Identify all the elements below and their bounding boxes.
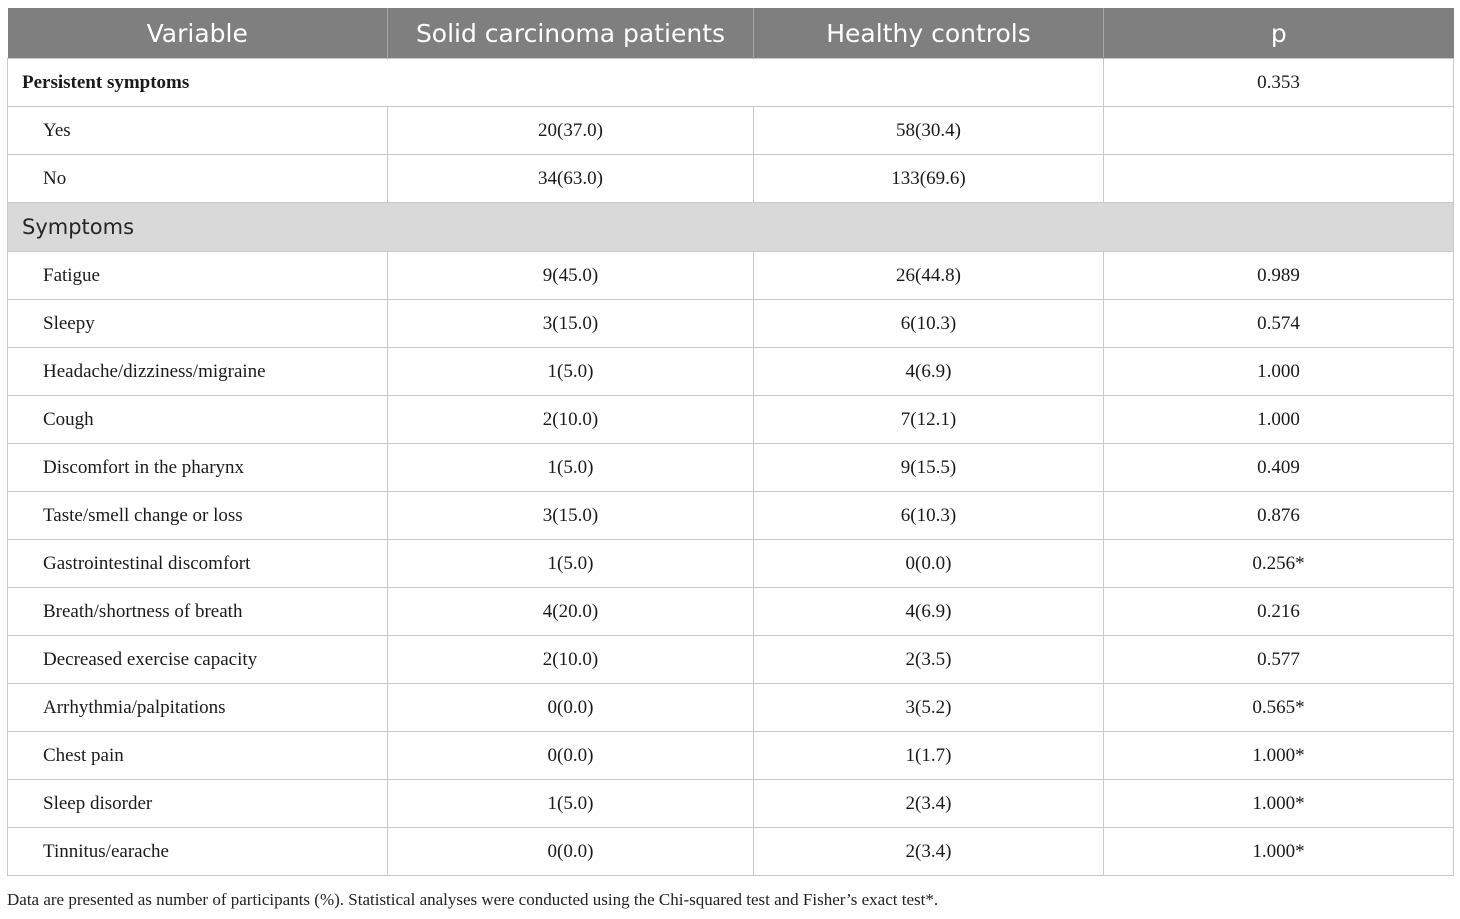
controls-value: 9(15.5) bbox=[754, 444, 1104, 492]
patients-value: 4(20.0) bbox=[388, 588, 754, 636]
row-label: Taste/smell change or loss bbox=[8, 492, 388, 540]
controls-value: 26(44.8) bbox=[754, 252, 1104, 300]
p-value bbox=[1104, 155, 1454, 203]
table-row bbox=[8, 300, 1454, 348]
row-label: Arrhythmia/palpitations bbox=[8, 684, 388, 732]
controls-value: 2(3.4) bbox=[754, 828, 1104, 876]
p-value: 0.256* bbox=[1104, 540, 1454, 588]
header-patients: Solid carcinoma patients bbox=[388, 8, 754, 59]
persistent-symptoms-label: Persistent symptoms bbox=[8, 59, 1104, 107]
table-row bbox=[8, 684, 1454, 732]
p-value: 0.409 bbox=[1104, 444, 1454, 492]
table-footnote: Data are presented as number of participants (%). Statistical analyses were conducted using the Chi-squared test and Fisher’s exact test*. bbox=[7, 890, 939, 909]
patients-value: 20(37.0) bbox=[388, 107, 754, 155]
p-value: 1.000 bbox=[1104, 348, 1454, 396]
row-label: Decreased exercise capacity bbox=[8, 636, 388, 684]
patients-value: 0(0.0) bbox=[388, 732, 754, 780]
row-label: Chest pain bbox=[8, 732, 388, 780]
symptoms-section-row bbox=[8, 203, 1454, 252]
patients-value: 1(5.0) bbox=[388, 444, 754, 492]
row-label: Breath/shortness of breath bbox=[8, 588, 388, 636]
persistent-symptoms-row bbox=[8, 59, 1454, 107]
patients-value: 3(15.0) bbox=[388, 492, 754, 540]
row-label: Discomfort in the pharynx bbox=[8, 444, 388, 492]
symptoms-table bbox=[7, 8, 1454, 876]
row-label: Tinnitus/earache bbox=[8, 828, 388, 876]
p-value: 1.000* bbox=[1104, 780, 1454, 828]
controls-value: 6(10.3) bbox=[754, 300, 1104, 348]
p-value: 0.216 bbox=[1104, 588, 1454, 636]
row-label: No bbox=[8, 155, 388, 203]
table-row bbox=[8, 444, 1454, 492]
row-label: Fatigue bbox=[8, 252, 388, 300]
row-label: Yes bbox=[8, 107, 388, 155]
p-value: 0.577 bbox=[1104, 636, 1454, 684]
row-label: Cough bbox=[8, 396, 388, 444]
patients-value: 0(0.0) bbox=[388, 828, 754, 876]
p-value: 0.989 bbox=[1104, 252, 1454, 300]
controls-value: 133(69.6) bbox=[754, 155, 1104, 203]
controls-value: 58(30.4) bbox=[754, 107, 1104, 155]
p-value: 0.574 bbox=[1104, 300, 1454, 348]
persistent-no-row bbox=[8, 155, 1454, 203]
p-value: 1.000* bbox=[1104, 828, 1454, 876]
patients-value: 2(10.0) bbox=[388, 636, 754, 684]
patients-value: 1(5.0) bbox=[388, 540, 754, 588]
table-row bbox=[8, 780, 1454, 828]
p-value: 0.565* bbox=[1104, 684, 1454, 732]
persistent-symptoms-p: 0.353 bbox=[1104, 59, 1454, 107]
persistent-yes-row bbox=[8, 107, 1454, 155]
table-row bbox=[8, 636, 1454, 684]
symptoms-section-label: Symptoms bbox=[8, 203, 1454, 252]
controls-value: 3(5.2) bbox=[754, 684, 1104, 732]
controls-value: 0(0.0) bbox=[754, 540, 1104, 588]
header-p: p bbox=[1104, 8, 1454, 59]
table-row bbox=[8, 828, 1454, 876]
table-row bbox=[8, 540, 1454, 588]
patients-value: 1(5.0) bbox=[388, 348, 754, 396]
controls-value: 2(3.4) bbox=[754, 780, 1104, 828]
table-row bbox=[8, 348, 1454, 396]
header-controls: Healthy controls bbox=[754, 8, 1104, 59]
table-header-row bbox=[8, 8, 1454, 59]
row-label: Gastrointestinal discomfort bbox=[8, 540, 388, 588]
row-label: Sleepy bbox=[8, 300, 388, 348]
patients-value: 3(15.0) bbox=[388, 300, 754, 348]
p-value bbox=[1104, 107, 1454, 155]
header-variable: Variable bbox=[8, 8, 388, 59]
patients-value: 1(5.0) bbox=[388, 780, 754, 828]
patients-value: 2(10.0) bbox=[388, 396, 754, 444]
row-label: Sleep disorder bbox=[8, 780, 388, 828]
table-row bbox=[8, 588, 1454, 636]
table-row bbox=[8, 732, 1454, 780]
symptoms-table-container bbox=[7, 8, 1453, 876]
patients-value: 34(63.0) bbox=[388, 155, 754, 203]
patients-value: 0(0.0) bbox=[388, 684, 754, 732]
controls-value: 6(10.3) bbox=[754, 492, 1104, 540]
table-row bbox=[8, 396, 1454, 444]
row-label: Headache/dizziness/migraine bbox=[8, 348, 388, 396]
table-row bbox=[8, 492, 1454, 540]
controls-value: 1(1.7) bbox=[754, 732, 1104, 780]
controls-value: 4(6.9) bbox=[754, 588, 1104, 636]
controls-value: 2(3.5) bbox=[754, 636, 1104, 684]
table-row bbox=[8, 252, 1454, 300]
p-value: 1.000* bbox=[1104, 732, 1454, 780]
p-value: 1.000 bbox=[1104, 396, 1454, 444]
patients-value: 9(45.0) bbox=[388, 252, 754, 300]
p-value: 0.876 bbox=[1104, 492, 1454, 540]
controls-value: 4(6.9) bbox=[754, 348, 1104, 396]
controls-value: 7(12.1) bbox=[754, 396, 1104, 444]
